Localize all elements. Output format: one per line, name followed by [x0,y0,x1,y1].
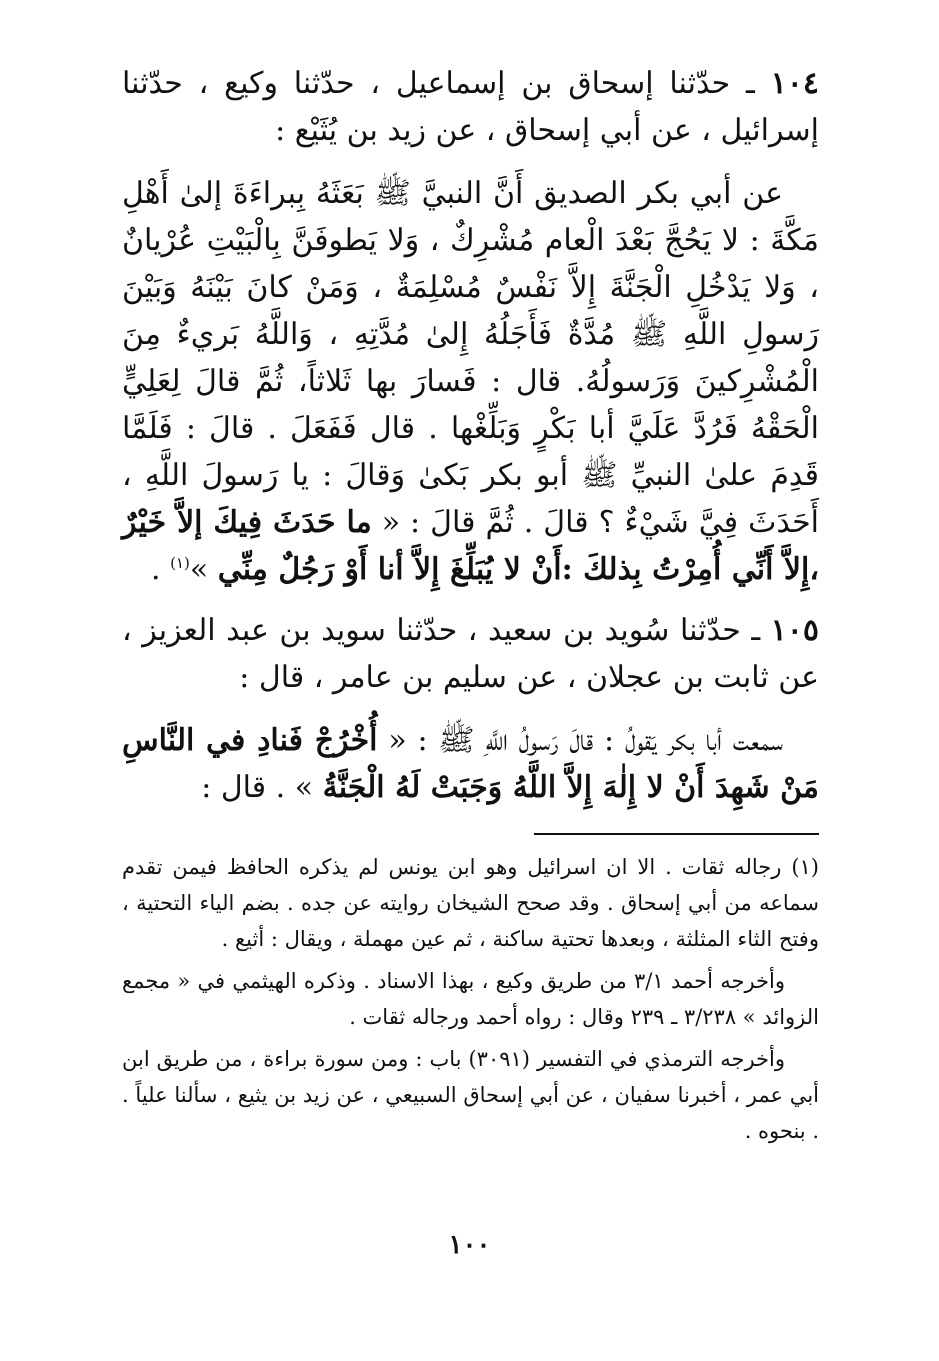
footnote-separator [534,833,819,835]
footnote-marker: (١) [170,554,190,572]
hadith-105-matn [122,717,819,811]
hadith-105-quote-close: » . قال : [201,770,314,805]
footnote-ahmad: وأخرجه أحمد ٣/١ من طريق وكيع ، بهذا الاسناد . وذكره الهيثمي في « مجمع الزوائد » ٣/٢٣٨ ـ ٢٣٩ وقال : رواه أحمد ورجاله ثقات . [122,969,819,1029]
hadith-104-isnad-text: ـ حدّثنا إسحاق بن إسماعيل ، حدّثنا وكيع ، حدّثنا إسرائيل ، عن أبي إسحاق ، عن زيد بن يُثَيْع : [122,66,819,148]
hadith-105-number: ١٠٥ [770,613,819,648]
hadith-105-prophetic-saying: أُخْرُجْ فَنادِ في النَّاسِ مَنْ شَهِدَ أَنْ لا إِلٰهَ إِلاَّ اللَّهُ وَجَبَتْ لَهُ الْجَنَّةُ [122,723,819,805]
hadith-104-isnad [122,60,819,154]
footnote-tirmidhi: وأخرجه الترمذي في التفسير (٣٠٩١) باب : ومن سورة براءة ، من طريق ابن أبي عمر ، أخبرنا سفيان ، عن أبي إسحاق السبيعي ، عن زيد بن يثيع ، سألنا علياً . . بنحوه . [122,1047,819,1143]
hadith-104-tail: . [150,552,171,587]
hadith-105-matn-text: سمعت أبا بكر يَقولُ : قالَ رَسولُ اللَّهِ ﷺ : « [388,723,783,758]
hadith-104-matn [122,170,819,593]
hadith-105-isnad [122,607,819,701]
hadith-104-quote-close: » [189,552,209,587]
hadith-104-prophetic-saying: ما حَدَثَ فِيكَ إلاَّ خَيْرٌ ،إِلاَّ أَنِّي أُمِرْتُ بِذلكَ :أَنْ لا يُبَلِّغَ إِلاَّ أنا أَوْ رَجُلٌ مِنِّي [122,505,819,587]
hadith-104-number: ١٠٤ [770,66,819,101]
footnote-1: (١) رجاله ثقات . الا ان اسرائيل وهو ابن يونس لم يذكره الحافظ فيمن تقدم سماعه من أبي إسحاق . وقد صحح الشيخان روايته عن جده . بضم الياء التحتية ، وفتح الثاء المثلثة ، وبعدها تحتية ساكنة ، ثم عين مهملة ، ويقال : أثيع . [122,855,819,951]
hadith-105-isnad-text: ـ حدّثنا سُويد بن سعيد ، حدّثنا سويد بن عبد العزيز ، عن ثابت بن عجلان ، عن سليم بن عامر ، قال : [122,613,819,695]
page-number: ١٠٠ [448,1230,491,1260]
hadith-104-matn-text: عن أبي بكر الصديق أَنَّ النبيَّ ﷺ بَعَثَهُ بِبراءَةَ إلىٰ أَهْلِ مَكَّةَ : لا يَحُجَّ بَعْدَ الْعام مُشْرِكٌ ، وَلا يَطوفَنَّ بِالْبَيْتِ عُرْيانٌ ، وَلا يَدْخُلِ الْجَنَّةَ إِلاَّ نَفْسٌ مُسْلِمَةٌ ، وَمَنْ كانَ بَيْنَهُ وَبَيْنَ رَسولِ اللَّهِ ﷺ مُدَّةٌ فَأَجَلُهُ إِلىٰ مُدَّتِهِ ، وَاللَّهُ بَريءٌ مِنَ الْمُشْرِكينَ وَرَسولُهُ. قال : فَسارَ بها ثَلاثاً، ثُمَّ قالَ لِعَلِيٍّ الْحَقْهُ فَرُدَّ عَلَيَّ أبا بَكْرٍ وَبَلِّغْها . قال فَفَعَلَ . قالَ : فَلَمَّا قَدِمَ علىٰ النبيِّ ﷺ أبو بكر بَكىٰ وَقالَ : يا رَسولَ اللَّهِ ، أَحَدَثَ فِيَّ شَيْءٌ ؟ قالَ . ثُمَّ قالَ : « [122,176,819,540]
